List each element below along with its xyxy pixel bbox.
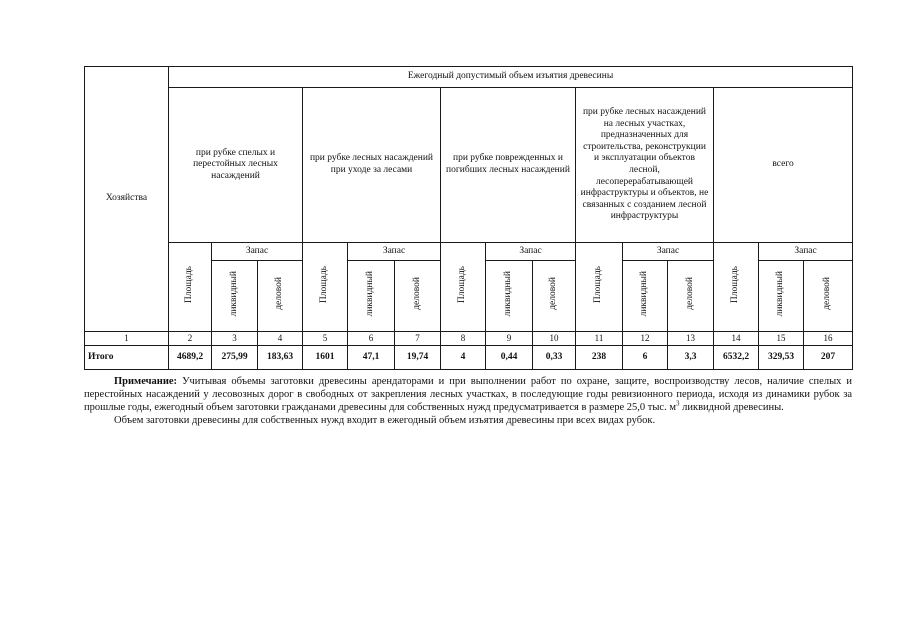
note-text: Учитывая объемы заготовки древесины арендаторами и при выполнении работ по охране, защите, воспроизводству лесов, наличие спелых и перестойных насаждений у лесовозных дорог в свободных от закрепления лесных участках, в последующие годы ревизионного периода, исходя из динамики рубок за прошлые годы, ежегодный объем заготовки гражданами древесины для собственных нужд предусматривается в размере 25,0 тыс. м <box>84 376 853 413</box>
business-header <box>804 261 853 332</box>
group-header <box>303 88 441 243</box>
note-text-end: ликвидной древесины. <box>679 402 784 413</box>
unit-superscript: 3 <box>675 399 680 408</box>
business-header <box>533 261 576 332</box>
area-header <box>303 243 348 332</box>
total-value: 0,44 <box>486 346 533 370</box>
column-number: 10 <box>533 332 576 346</box>
group-label: при рубке лесных насаждений на лесных участках, предназначенных для строительства, реконструкции и эксплуатации объектов лесной, лесоперерабатывающей инфраструктуры и объектов, не связанных с созданием лесной инфраструктуры <box>580 107 709 222</box>
total-value: 1601 <box>303 346 348 370</box>
column-number: 6 <box>348 332 395 346</box>
stock-header: Запас <box>623 243 714 261</box>
liquid-header <box>212 261 258 332</box>
total-value: 0,33 <box>533 346 576 370</box>
group-header <box>169 88 303 243</box>
total-value: 3,3 <box>668 346 714 370</box>
business-header <box>258 261 303 332</box>
farms-header: Хозяйства <box>85 67 169 332</box>
stock-header: Запас <box>348 243 441 261</box>
group-label: при рубке поврежденных и погибших лесных насаждений <box>446 153 570 175</box>
column-number: 14 <box>714 332 759 346</box>
liquid-label: ликвидный <box>775 271 786 317</box>
column-number: 2 <box>169 332 212 346</box>
group-label: при рубке лесных насаждений при уходе за лесами <box>309 153 434 175</box>
group-label: при рубке спелых и перестойных лесных насаждений <box>193 147 278 181</box>
total-value: 238 <box>576 346 623 370</box>
business-label: деловой <box>684 277 695 311</box>
area-header <box>441 243 486 332</box>
column-number: 7 <box>395 332 441 346</box>
note-paragraph-2: Объем заготовки древесины для собственных нужд входит в ежегодный объем изъятия древесины при всех видах рубок. <box>114 415 656 426</box>
group-header <box>441 88 576 243</box>
liquid-header <box>486 261 533 332</box>
area-label: Площадь <box>319 266 330 304</box>
total-value: 4689,2 <box>169 346 212 370</box>
business-label: деловой <box>548 277 559 311</box>
liquid-header <box>348 261 395 332</box>
area-label: Площадь <box>457 266 468 304</box>
group-header <box>576 88 714 243</box>
business-header <box>668 261 714 332</box>
total-value: 47,1 <box>348 346 395 370</box>
liquid-label: ликвидный <box>228 271 239 317</box>
business-label: деловой <box>411 277 422 311</box>
stock-header: Запас <box>212 243 303 261</box>
column-number: 5 <box>303 332 348 346</box>
column-number: 1 <box>85 332 169 346</box>
column-number-row <box>85 332 853 346</box>
area-label: Площадь <box>730 266 741 304</box>
area-header <box>169 243 212 332</box>
column-number: 16 <box>804 332 853 346</box>
liquid-label: ликвидный <box>503 271 514 317</box>
area-header <box>714 243 759 332</box>
liquid-label: ликвидный <box>639 271 650 317</box>
note-block <box>84 375 852 427</box>
group-header <box>714 88 853 243</box>
total-value: 4 <box>441 346 486 370</box>
liquid-header <box>759 261 804 332</box>
total-row <box>85 346 853 370</box>
total-value: 275,99 <box>212 346 258 370</box>
stock-header: Запас <box>759 243 853 261</box>
liquid-label: ликвидный <box>365 271 376 317</box>
group-label: всего <box>772 159 794 170</box>
total-value: 6 <box>623 346 668 370</box>
top-header: Ежегодный допустимый объем изъятия древесины <box>169 67 853 88</box>
area-label: Площадь <box>593 266 604 304</box>
allowable-harvest-table <box>84 66 853 370</box>
note-label: Примечание: <box>114 376 178 387</box>
total-label: Итого <box>85 346 169 370</box>
note-paragraph <box>84 375 852 414</box>
area-label: Площадь <box>184 266 195 304</box>
total-value: 329,53 <box>759 346 804 370</box>
column-number: 3 <box>212 332 258 346</box>
total-value: 207 <box>804 346 853 370</box>
total-value: 19,74 <box>395 346 441 370</box>
column-number: 13 <box>668 332 714 346</box>
business-label: деловой <box>274 277 285 311</box>
business-header <box>395 261 441 332</box>
total-value: 6532,2 <box>714 346 759 370</box>
column-number: 12 <box>623 332 668 346</box>
business-label: деловой <box>822 277 833 311</box>
total-value: 183,63 <box>258 346 303 370</box>
liquid-header <box>623 261 668 332</box>
column-number: 11 <box>576 332 623 346</box>
column-number: 8 <box>441 332 486 346</box>
column-number: 9 <box>486 332 533 346</box>
column-number: 15 <box>759 332 804 346</box>
column-number: 4 <box>258 332 303 346</box>
area-header <box>576 243 623 332</box>
stock-header: Запас <box>486 243 576 261</box>
